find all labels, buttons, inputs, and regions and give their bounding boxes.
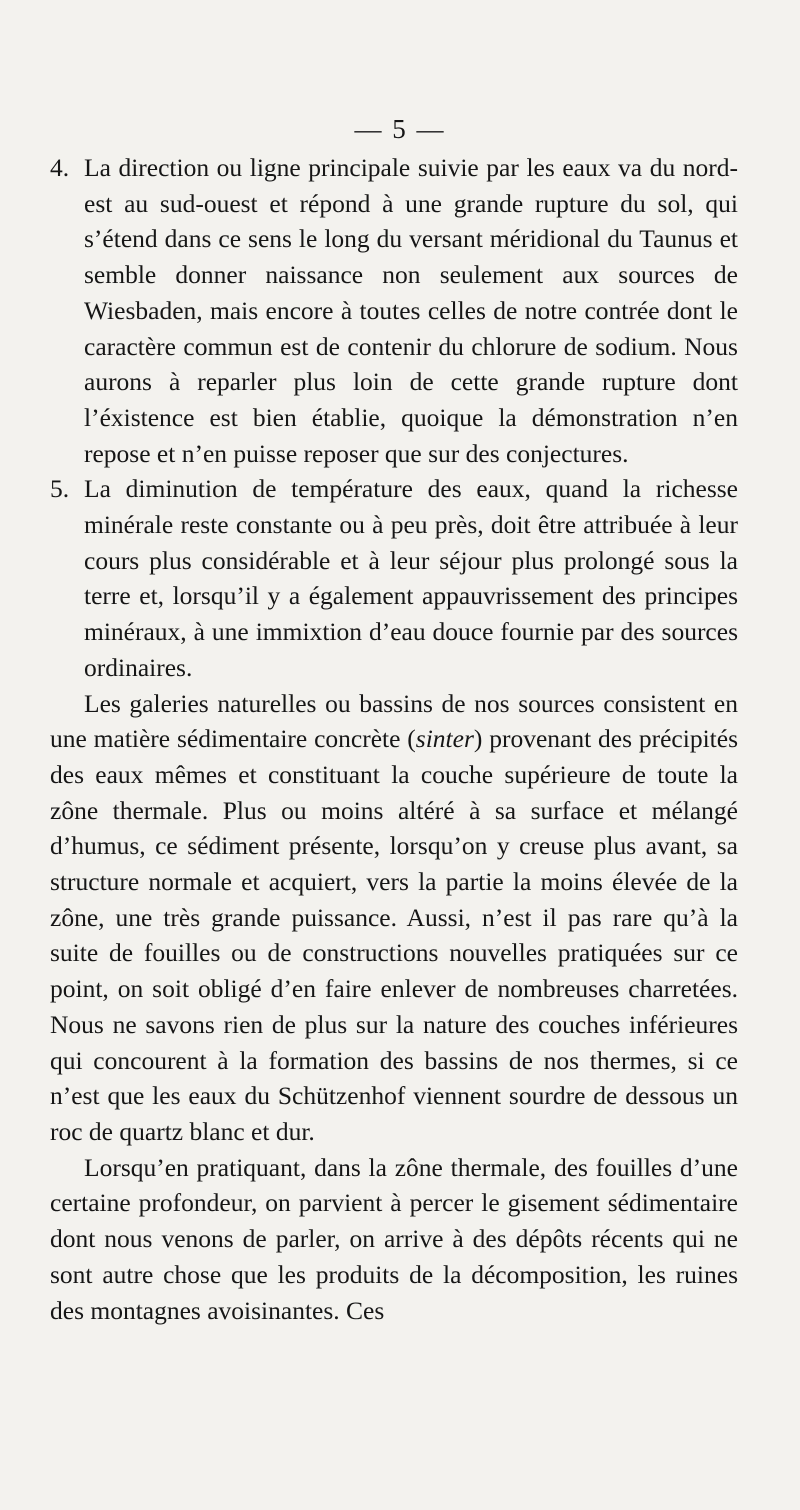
paragraph-galeries	[50, 686, 738, 1150]
numbered-item-4	[50, 150, 738, 471]
body-text	[50, 150, 738, 1328]
numbered-item-5	[50, 471, 738, 685]
item-number: 4.	[50, 153, 70, 182]
item-text: La direction ou ligne principale suivie par les eaux va du nord-est au sud-ouest et répond à une grande rupture du sol, qui s’étend dans ce sens le long du versant méridional du Taunus et semble donner naissance non seulement aux sources de Wiesbaden, mais encore à toutes celles de notre contrée dont le caractère commun est de contenir du chlorure de sodium. Nous aurons à reparler plus loin de cette grande rupture dont l’éxistence est bien établie, quoique la démonstration n’en repose et n’en puisse reposer que sur des conjectures.	[84, 153, 738, 468]
item-number: 5.	[50, 474, 70, 504]
paragraph-fouilles	[50, 1150, 738, 1329]
italic-term: sinter	[415, 724, 474, 754]
paragraph-text: Lorsqu’en pratiquant, dans la zône thermale, des fouilles d’une certaine profondeur, on parvient à percer le gisement sédimentaire dont nous venons de parler, on arrive à des dépôts récents qui ne sont autre chose que les produits de la décomposition, les ruines des montagnes avoisinantes. Ces	[50, 1152, 738, 1325]
paragraph-text: Les galeries naturelles ou bassins de nos sources consistent en une matière sédimentaire concrète (	[50, 688, 738, 754]
paragraph-text: ) provenant des précipités des eaux mêmes et constituant la couche supérieure de toute la zône thermale. Plus ou moins altéré à sa surface et mélangé d’humus, ce sédiment présente, lorsqu’on y creuse plus avant, sa structure normale et acquiert, vers la partie la moins élevée de la zône, une très grande puissance. Aussi, n’est il pas rare qu’à la suite de fouilles ou de constructions nouvelles pratiquées sur ce point, on soit obligé d’en faire enlever de nombreuses charretées. Nous ne savons rien de plus sur la nature des couches inférieures qui concourent à la formation des bassins de nos thermes, si ce n’est que les eaux du Schützenhof viennent sourdre de dessous un roc de quartz blanc et dur.	[50, 724, 738, 1146]
page-number: — 5 —	[354, 114, 446, 144]
item-text: La diminution de température des eaux, quand la richesse minérale reste constante ou à peu près, doit être attribuée à leur cours plus considérable et à leur séjour plus prolongé sous la terre et, lorsqu’il y a également appauvrissement des principes minéraux, à une immixtion d’eau douce fournie par des sources ordinaires.	[84, 474, 738, 682]
